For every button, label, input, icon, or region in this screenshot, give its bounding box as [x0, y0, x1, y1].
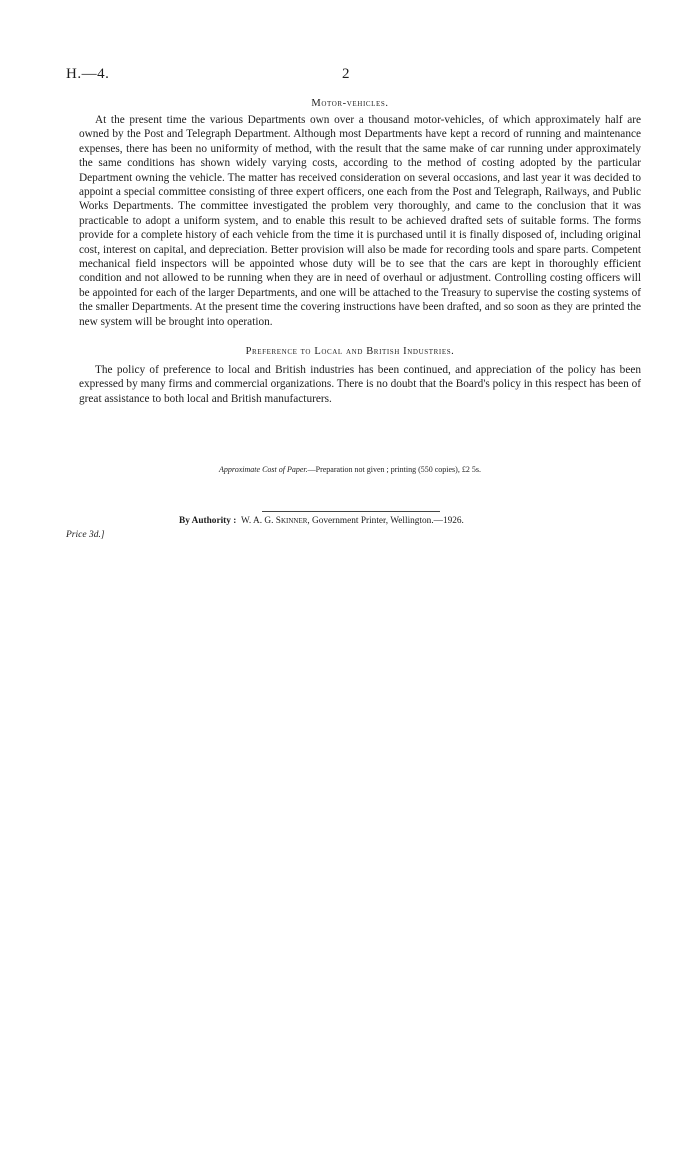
cost-label: Approximate Cost of Paper.	[219, 465, 308, 474]
printer-rest: Government Printer, Wellington.—1926.	[309, 516, 464, 526]
section-heading-motor-vehicles: Motor-vehicles.	[311, 98, 389, 109]
authority-label: By Authority :	[179, 516, 237, 526]
printer-authority	[179, 516, 464, 526]
printer-name: W. A. G. Skinner,	[241, 516, 310, 526]
page-number: 2	[342, 66, 350, 82]
cost-text: —Preparation not given ; printing (550 copies), £2 5s.	[307, 465, 481, 474]
section-body-motor-vehicles: At the present time the various Departments own over a thousand motor-vehicles, of which approximately half are owned by the Post and Telegraph Department. Although most Departments have kept a record of running and maintenance expenses, there has been no uniformity of method, with the result that the same make of car running under approximately the same conditions has shown widely varying costs, according to the method of costing adopted by the particular Department owning the vehicle. The matter has received consideration on several occasions, and last year it was decided to appoint a special committee consisting of three expert officers, one each from the Post and Telegraph, Railways, and Public Works Departments. The committee investigated the problem very thoroughly, and came to the conclusion that it was practicable to adopt a uniform system, and to enable this result to be achieved drafted sets of suitable forms. The forms provide for a complete history of each vehicle from the time it is purchased until it is finally disposed of, including original cost, interest on capital, and depreciation. Better provision will also be made for recording tools and spare parts. Competent mechanical field inspectors will be appointed whose duty will be to see that the cars are kept in thoroughly efficient condition and not allowed to be running when they are in need of overhaul or adjustment. Controlling costing officers will be appointed for each of the larger Departments, and one will be attached to the Treasury to supervise the costing systems of the smaller Departments. At the present time the covering instructions have been drafted, and so soon as they are printed the new system will be brought into operation.	[79, 114, 641, 328]
document-reference: H.—4.	[66, 66, 110, 82]
section-body-preference: The policy of preference to local and British industries has been continued, and appreciation of the policy has been expressed by many firms and commercial organizations. There is no doubt that the Board's policy in this respect has been of great assistance to both local and British manufacturers.	[79, 364, 641, 405]
cost-of-paper-note	[0, 465, 700, 474]
footer-rule	[262, 511, 440, 512]
price: Price 3d.]	[66, 530, 105, 540]
section-heading-preference: Preference to Local and British Industries.	[245, 346, 455, 357]
